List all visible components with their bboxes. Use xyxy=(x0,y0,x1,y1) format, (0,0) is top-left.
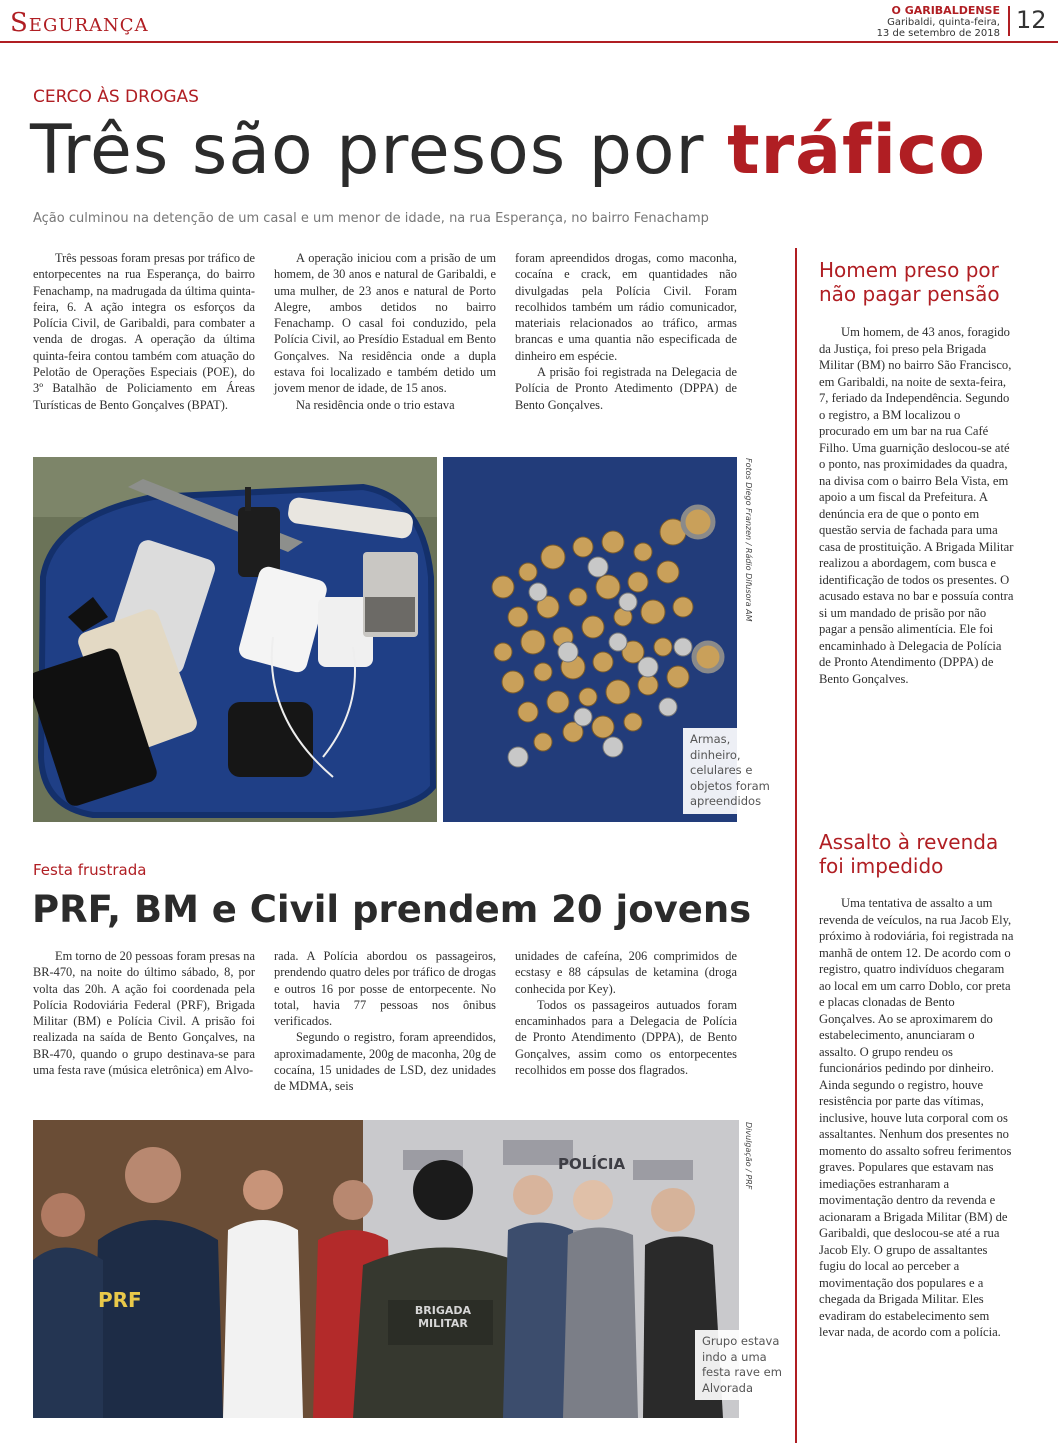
paragraph: foram apreendidos drogas, como maconha, cocaína e crack, em quantidades não divulgadas pela Polícia Civil. Foram recolhidos também um rádio comunicador, materiais relacionados ao tráfico, armas brancas e uma quantia não especificada de dinheiro em espécie. xyxy=(515,251,737,363)
group-photo-caption: Grupo estava indo a uma festa rave em Alvorada xyxy=(695,1330,788,1400)
headline-main: Três são presos por xyxy=(30,111,705,190)
vest-prf-text: PRF xyxy=(98,1288,142,1312)
header-rule xyxy=(0,41,1058,43)
paragraph: Segundo o registro, foram apreendidos, aproximadamente, 200g de maconha, 20g de cocaína, 15 unidades de LSD, dez unidades de MDMA, seis xyxy=(274,1030,496,1094)
photo-credit: Fotos Diego Franzen / Rádio Difusora AM xyxy=(744,458,753,622)
paragraph: A prisão foi registrada na Delegacia de Polícia de Pronto Atedimento (DPPA) de Bento Gonçalves. xyxy=(515,365,737,412)
page-divider xyxy=(1008,6,1010,36)
paragraph: unidades de cafeína, 206 comprimidos de ecstasy e 88 cápsulas de ketamina (droga conhecida por Key). xyxy=(515,949,737,996)
dateline xyxy=(820,17,1000,39)
seized-items-photo xyxy=(33,457,437,822)
sidebar-1-text xyxy=(819,324,1014,687)
main-col-3 xyxy=(515,250,737,413)
dateline-date: 13 de setembro de 2018 xyxy=(876,28,1000,39)
paper-name: O GARIBALDENSE xyxy=(891,4,1000,17)
paragraph: Todos os passageiros autuados foram encaminhados para a Delegacia de Polícia de Pronto Atendimento (DPPA), de Bento Gonçalves, assim como os entorpecentes recolhidos em posse dos flagrados. xyxy=(515,997,737,1078)
paragraph: rada. A Polícia abordou os passageiros, prendendo quatro deles por tráfico de drogas e outros 16 por posse de entorpecente. No total, havia 77 pessoas nos ônibus verificados. xyxy=(274,949,496,1029)
dateline-weekday: Garibaldi, quinta-feira, xyxy=(887,17,1000,28)
sidebar-2-title: Assalto à revenda foi impedido xyxy=(819,830,999,878)
paragraph: Um homem, de 43 anos, foragido da Justiça, foi preso pela Brigada Militar (BM) no bairro São Francisco, em Garibaldi, na noite de sexta-feira, 7, feriado da Independência. Segundo o registro, a BM localizou o procurado em um bar na rua Café Filho. Uma guarnição deslocou-se até o ponto, nas proximidades da quadra, na divisa com o bairro Bela Vista, em apoio a um fiscal da Prefeitura. A denúncia era de que o ponto em questão servia de fachada para uma casa de prostituição. A Brigada Militar realizou a abordagem, com busca e identificação de todos os presentes. O acusado estava no bar e possuía contra si um mandado de prisão por não pagar a pensão alimentícia. Ele foi encaminhado à Delegacia de Polícia de Pronto Atendimento (DPPA) de Bento Gonçalves. xyxy=(819,325,1014,686)
second-headline: PRF, BM e Civil prendem 20 jovens xyxy=(32,888,752,931)
subhead: Ação culminou na detenção de um casal e um menor de idade, na rua Esperança, no bairro Fenachamp xyxy=(33,211,709,226)
vest-bm-text: BRIGADA MILITAR xyxy=(414,1304,472,1330)
group-photo-credit: Divulgação / PRF xyxy=(744,1122,753,1190)
paragraph: A operação iniciou com a prisão de um homem, de 30 anos e natural de Garibaldi, e uma mulher, de 23 anos e natural de Porto Alegre, ambos detidos no bairro Fenachamp. O casal foi conduzido, pela Polícia Civil, ao Presídio Estadual em Bento Gonçalves. Na residência onde a dupla estava foi localizado e também detido um jovem menor de idade, de 15 anos. xyxy=(274,251,496,396)
second-col-2 xyxy=(274,948,496,1095)
main-col-1 xyxy=(33,250,255,413)
headline xyxy=(30,108,986,194)
paragraph: Uma tentativa de assalto a um revenda de veículos, na rua Jacob Ely, próximo à rodoviária, foi registrada na manhã de ontem 12. De acordo com o registro, quatro indivíduos chegaram ao local em um carro Doblo, cor preta e placas clonadas de Bento Gonçalves. Ao se aproximarem do estabelecimento, anunciaram o assalto. O grupo rendeu os funcionários pedindo por dinheiro. Ainda segundo o registro, houve resistência por parte das vítimas, inclusive, houve luta corporal com os assaltantes. Nenhum dos presentes no momento do assalto sofreu ferimentos graves. Populares que estavam nas imediações estranharam a movimentação dentro da revenda e acionaram a Brigada Militar (BM) de Garibaldi, que deslocou-se até a rua Jacob Ely. O grupo de assaltantes fugiu do local ao perceber a movimentação dos populares e a chegada da Brigada Militar. Eles evadiram do estabelecimento sem levar nada, de acordo com a polícia. xyxy=(819,896,1014,1339)
sidebar-1-title: Homem preso por não pagar pensão xyxy=(819,258,1000,306)
section-title: Segurança xyxy=(10,8,149,38)
paragraph: Em torno de 20 pessoas foram presas na BR-470, na noite do último sábado, 8, por volta das 20h. A ação foi coordenada pela Polícia Rodoviária Federal (PRF), Brigada Militar (BM) e Polícia Civil. A prisão foi realizada na saída de Bento Gonçalves, na BR-470, quando o grupo destinava-se para uma festa rave (música eletrônica) em Alvo- xyxy=(33,949,255,1078)
sidebar-2-text xyxy=(819,895,1014,1341)
second-col-3 xyxy=(515,948,737,1078)
sidebar-rule xyxy=(795,248,797,1443)
kicker: CERCO ÀS DROGAS xyxy=(33,87,199,107)
main-col-2 xyxy=(274,250,496,413)
second-kicker: Festa frustrada xyxy=(33,861,147,879)
headline-accent: tráfico xyxy=(727,111,986,190)
group-photo xyxy=(33,1120,739,1418)
seized-items-illustration xyxy=(33,457,437,822)
second-col-1 xyxy=(33,948,255,1078)
photo-caption: Armas, dinheiro, celulares e objetos foram apreendidos xyxy=(683,728,776,814)
paragraph: Três pessoas foram presas por tráfico de entorpecentes na rua Esperança, do bairro Fenachamp, na madrugada da última quinta-feira, 6. A ação integra os esforços da Polícia Civil, de Garibaldi, para combater a venda de drogas. A operação da última quinta-feira contou também com atuação do Pelotão de Operações Especiais (POE), do 3º Batalhão de Policiamento em Áreas Turísticas de Bento Gonçalves (BPAT). xyxy=(33,251,255,412)
page-number: 12 xyxy=(1016,6,1047,34)
paragraph: Na residência onde o trio estava xyxy=(296,397,455,412)
wall-police-text: POLÍCIA xyxy=(558,1155,626,1173)
group-illustration xyxy=(33,1120,739,1418)
